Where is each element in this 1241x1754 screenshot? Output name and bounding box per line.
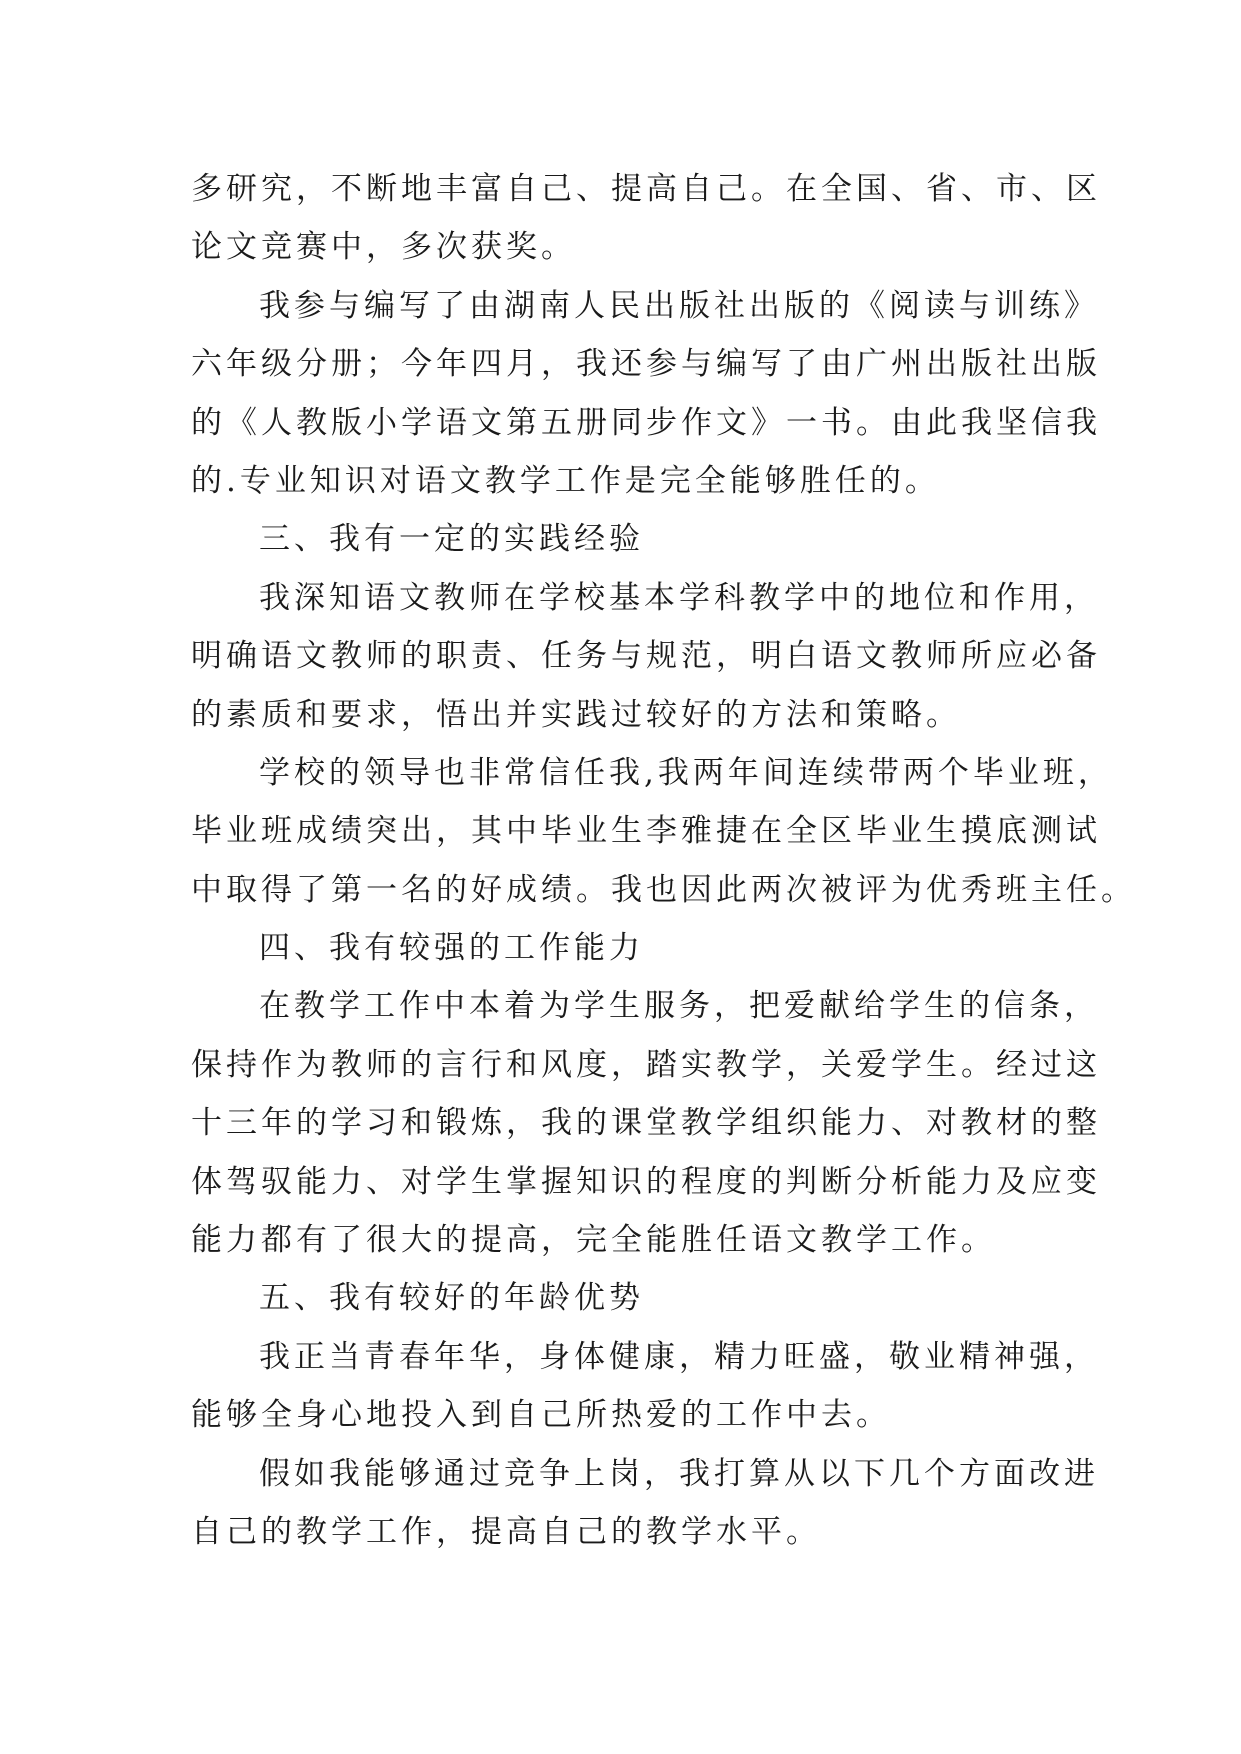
- section-heading: 三、我有一定的实践经验: [259, 521, 644, 558]
- text-line: 保持作为教师的言行和风度，踏实教学，关爱学生。经过这: [191, 1046, 1101, 1083]
- text-line: 学校的领导也非常信任我,我两年间连续带两个毕业班，: [259, 754, 1113, 791]
- text-line: 我正当青春年华，身体健康，精力旺盛，敬业精神强，: [259, 1338, 1099, 1375]
- section-heading: 五、我有较好的年龄优势: [259, 1280, 644, 1317]
- text-line: 的素质和要求，悟出并实践过较好的方法和策略。: [191, 696, 961, 733]
- text-line: 自己的教学工作，提高自己的教学水平。: [191, 1513, 821, 1550]
- body-text: [191, 160, 1136, 1561]
- text-line: 体驾驭能力、对学生掌握知识的程度的判断分析能力及应变: [191, 1163, 1101, 1200]
- text-line: 十三年的学习和锻炼，我的课堂教学组织能力、对教材的整: [191, 1105, 1101, 1142]
- text-line: 我深知语文教师在学校基本学科教学中的地位和作用，: [259, 579, 1099, 616]
- section-heading: 四、我有较强的工作能力: [259, 930, 644, 967]
- text-line: 六年级分册；今年四月，我还参与编写了由广州出版社出版: [191, 346, 1101, 383]
- text-line: 的《人教版小学语文第五册同步作文》一书。由此我坚信我: [191, 404, 1101, 441]
- text-line: 假如我能够通过竞争上岗，我打算从以下几个方面改进: [259, 1455, 1099, 1492]
- text-line: 多研究，不断地丰富自己、提高自己。在全国、省、市、区: [191, 171, 1101, 207]
- text-line: 中取得了第一名的好成绩。我也因此两次被评为优秀班主任。: [191, 871, 1136, 908]
- text-line: 论文竞赛中，多次获奖。: [191, 229, 576, 266]
- text-line: 在教学工作中本着为学生服务，把爱献给学生的信条，: [259, 988, 1099, 1025]
- text-line: 的.专业知识对语文教学工作是完全能够胜任的。: [191, 462, 940, 499]
- text-line: 能力都有了很大的提高，完全能胜任语文教学工作。: [191, 1222, 996, 1259]
- text-line: 我参与编写了由湖南人民出版社出版的《阅读与训练》: [259, 287, 1099, 324]
- text-line: 明确语文教师的职责、任务与规范，明白语文教师所应必备: [191, 638, 1101, 675]
- text-line: 能够全身心地投入到自己所热爱的工作中去。: [191, 1397, 891, 1434]
- text-line: 毕业班成绩突出，其中毕业生李雅捷在全区毕业生摸底测试: [191, 813, 1101, 850]
